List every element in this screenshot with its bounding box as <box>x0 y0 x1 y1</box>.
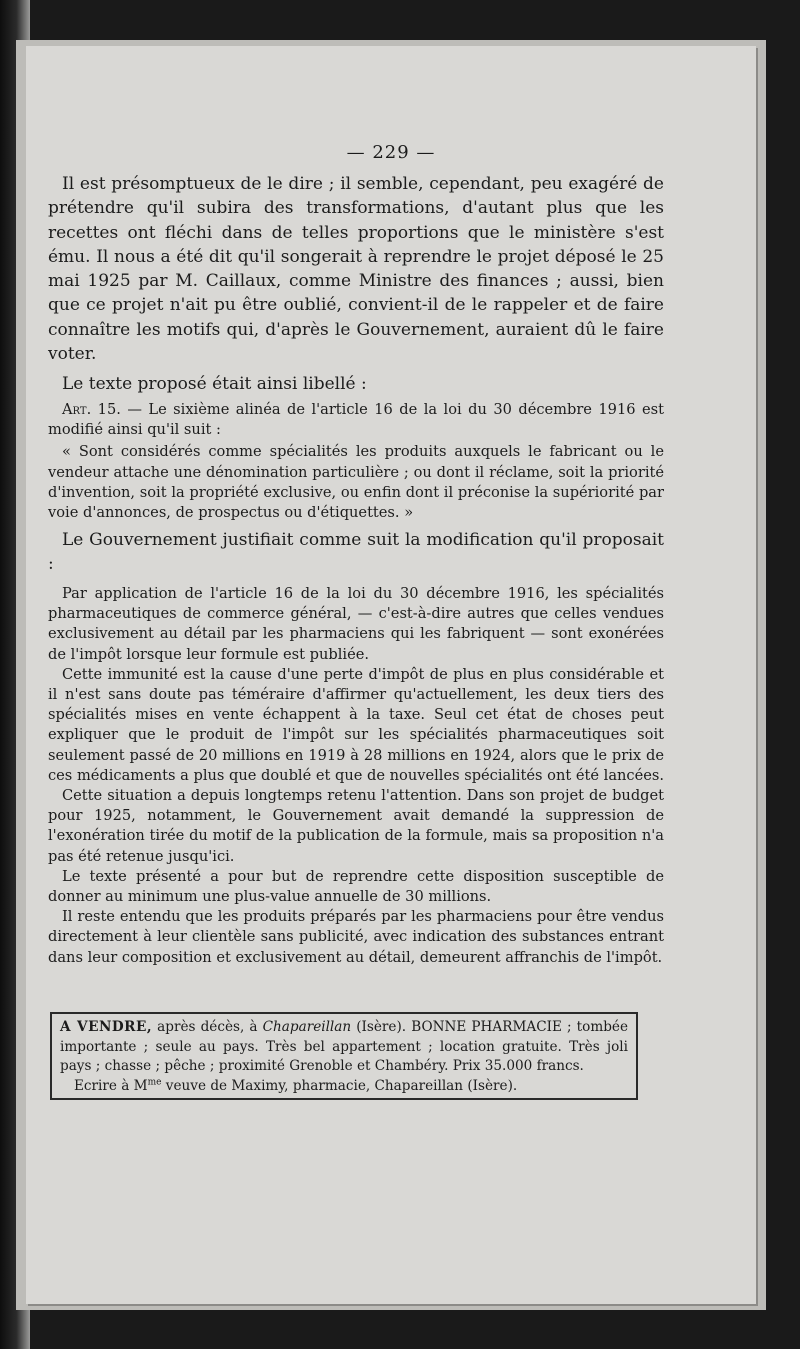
motif-paragraph: Il reste entendu que les produits préparés par les pharmaciens pour être vendus directement à leur clientèle sans publicité, avec indication des substances entrant dans leur composition et exclusivement au détail, demeurent affranchis de l'impôt. <box>48 908 664 966</box>
government-section <box>48 528 664 577</box>
advert-details: (Isère). BONNE PHARMACIE ; tombée importante ; seule au pays. Très bel appartement ; location gratuite. Très joli pays ; chasse ; pêche ; proximité Grenoble et Chambéry. Prix 35.000 francs. <box>60 1019 628 1074</box>
paragraph-text-label: Le texte proposé était ainsi libellé : <box>62 374 367 395</box>
advert-intro: après décès, à <box>152 1019 263 1035</box>
article-text: — Le sixième alinéa de l'article 16 de la loi du 30 décembre 1916 est modifié ainsi qu'il suit : <box>48 401 664 439</box>
advert-contact-sup: me <box>147 1076 162 1087</box>
motif-paragraph: Cette immunité est la cause d'une perte d'impôt de plus en plus considérable et il n'est sans doute pas téméraire d'affirmer qu'actuellement, les deux tiers des spécialités mises en vente échappent à la taxe. Seul cet état de choses peut expliquer que le produit de l'impôt sur les spécialités pharmaceutiques soit seulement passé de 20 millions en 1919 à 28 millions en 1924, alors que le prix de ces médicaments a plus que doublé et que de nouvelles spécialités ont été lancées. <box>48 665 664 784</box>
article-heading <box>48 400 664 440</box>
motif-paragraph: Le texte présenté a pour but de reprendre cette disposition susceptible de donner au minimum une plus-value annuelle de 30 millions. <box>48 867 664 906</box>
advert-contact-prefix: Ecrire à M <box>74 1077 148 1094</box>
motif-paragraph: Cette situation a depuis longtemps retenu l'attention. Dans son projet de budget pour 1925, notamment, le Gouvernement avait demandé la suppression de l'exonération tirée du motif de la publication de la formule, mais sa proposition n'a pas été retenue jusqu'ici. <box>48 787 664 865</box>
intro-section <box>48 172 664 397</box>
paragraph-intro: Il est présomptueux de le dire ; il semble, cependant, peu exagéré de prétendre qu'il subira des transformations, d'autant plus que les recettes ont fléchi dans de telles proportions que le ministère s'est ému. Il nous a été dit qu'il songerait à reprendre le projet déposé le 25 mai 1925 par M. Caillaux, comme Ministre des finances ; aussi, bien que ce projet n'ait pu être oublié, convient-il de le rappeler et de faire connaître les motifs qui, d'après le Gouvernement, auraient dû le faire voter. <box>48 174 664 365</box>
article-quote: « Sont considérés comme spécialités les produits auxquels le fabricant ou le vendeur attache une dénomination particulière ; ou dont il réclame, soit la priorité d'invention, soit la propriété exclusive, ou enfin dont il préconise la supériorité par voie d'annonces, de prospectus ou d'étiquettes. » <box>48 443 664 522</box>
motifs-section <box>48 584 664 968</box>
article-label: Art. 15. <box>62 401 121 418</box>
page-number: — 229 — <box>346 142 436 163</box>
motif-paragraph: Par application de l'article 16 de la loi du 30 décembre 1916, les spécialités pharmaceutiques de commerce général, — c'est-à-dire autres que celles vendues exclusivement au détail par les pharmaciens qui les fabriquent — sont exonérées de l'impôt lorsque leur formule est publiée. <box>48 585 664 663</box>
advert-contact <box>60 1077 628 1097</box>
advert-body <box>60 1018 628 1077</box>
paragraph-government: Le Gouvernement justifiait comme suit la modification qu'il proposait : <box>48 530 664 575</box>
advert-headline: A VENDRE, <box>60 1019 153 1035</box>
advertisement-box <box>50 1012 638 1100</box>
article-section <box>48 400 664 523</box>
book-page <box>26 46 756 1304</box>
advert-place: Chapareillan <box>262 1019 352 1035</box>
advert-contact-rest: veuve de Maximy, pharmacie, Chapareillan (Isère). <box>161 1077 518 1094</box>
